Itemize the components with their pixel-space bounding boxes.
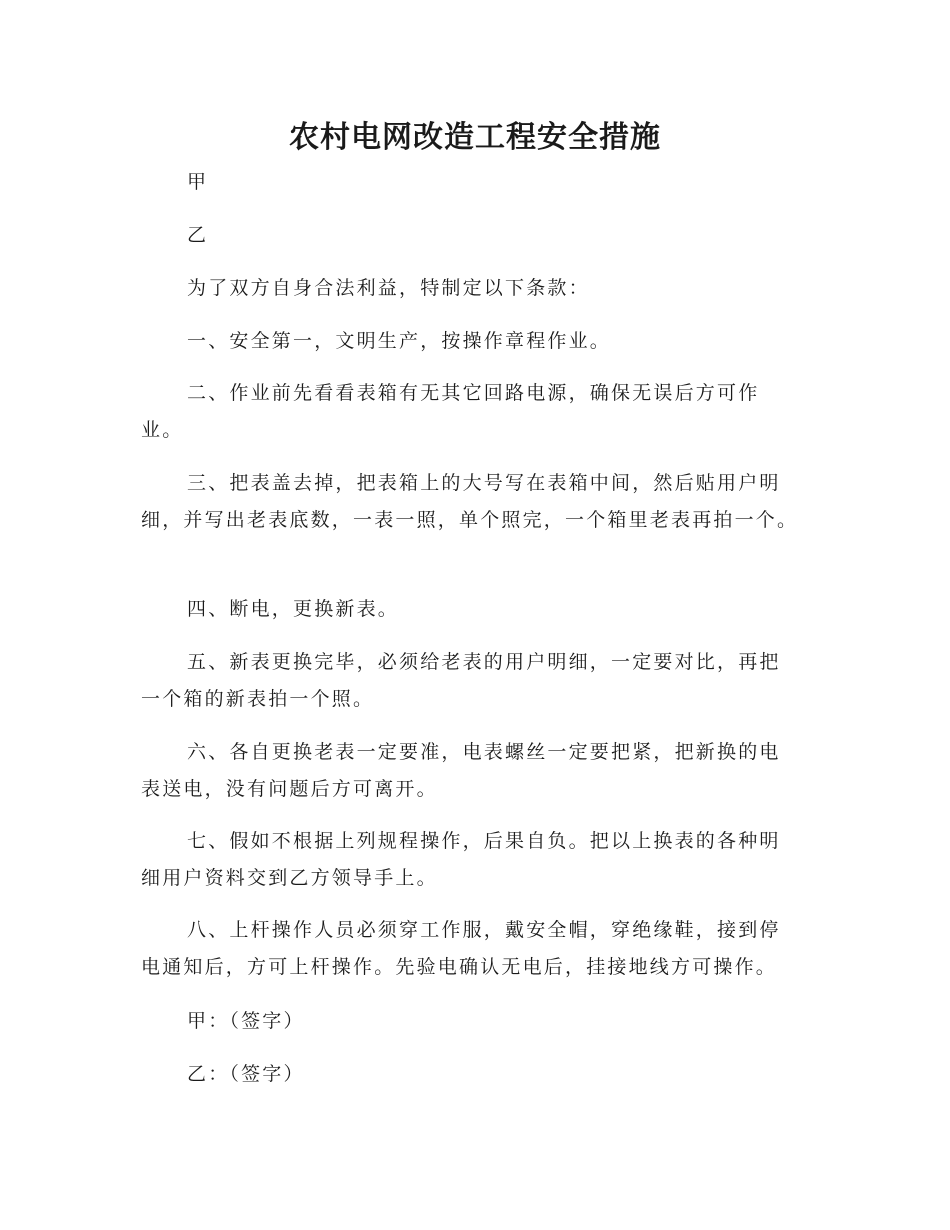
clause-1: 一、安全第一，文明生产，按操作章程作业。: [187, 330, 612, 352]
party-b-line: 乙: [187, 224, 209, 246]
clause-5: 五、新表更换完毕，必须给老表的用户明细，一定要对比，再把一个箱的新表拍一个照。: [141, 651, 781, 710]
clause-3: 三、把表盖去掉，把表箱上的大号写在表箱中间，然后贴用户明细，并写出老表底数，一表一照，单个照完，一个箱里老表再拍一个。: [141, 472, 799, 531]
signature-a: 甲：（签字）: [187, 1010, 305, 1032]
clause-2: 二、作业前先看看表箱有无其它回路电源，确保无误后方可作业。: [141, 382, 760, 441]
clause-7: 七、假如不根据上列规程操作，后果自负。把以上换表的各种明细用户资料交到乙方领导手上。: [141, 830, 781, 889]
clause-6: 六、各自更换老表一定要准，电表螺丝一定要把紧，把新换的电表送电，没有问题后方可离开。: [141, 741, 781, 800]
clause-4: 四、断电，更换新表。: [187, 598, 400, 620]
clause-8: 八、上杆操作人员必须穿工作服，戴安全帽，穿绝缘鞋，接到停电通知后，方可上杆操作。先验电确认无电后，挂接地线方可操作。: [141, 919, 781, 978]
party-a-line: 甲: [187, 171, 209, 193]
document-title: 农村电网改造工程安全措施: [289, 120, 661, 155]
intro-paragraph: 为了双方自身合法利益，特制定以下条款：: [187, 277, 590, 299]
signature-b: 乙：（签字）: [187, 1063, 305, 1085]
